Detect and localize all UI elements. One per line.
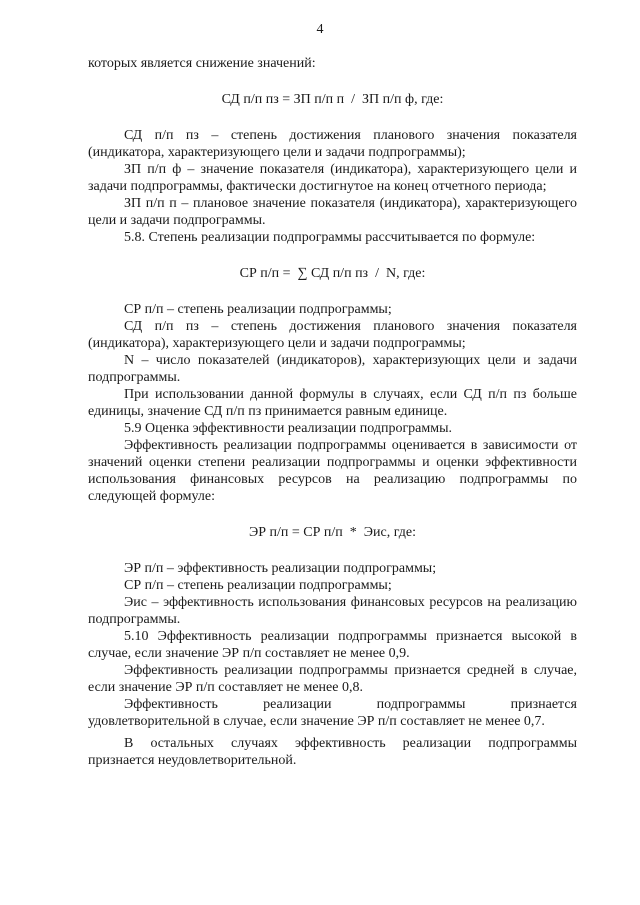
formula-sr: СР п/п = ∑ СД п/п пз / N, где: <box>239 266 426 281</box>
paragraph-satisfactory: Эффективность реализации подпрограммы признается удовлетворительной в случае, если значение ЭР п/п составляет не менее 0,7. <box>88 697 577 729</box>
intro-line: которых является снижение значений: <box>88 56 316 71</box>
definition-zp-plan: ЗП п/п п – плановое значение показателя (индикатора), характеризующего цели и задачи подпрограммы. <box>88 196 577 228</box>
paragraph-5-8: 5.8. Степень реализации подпрограммы рассчитывается по формуле: <box>124 230 536 245</box>
paragraph-5-10: 5.10 Эффективность реализации подпрограммы признается высокой в случае, если значение ЭР п/п составляет не менее 0,9. <box>88 629 577 661</box>
formula-sd: СД п/п пз = ЗП п/п п / ЗП п/п ф, где: <box>221 92 444 107</box>
paragraph-5-9: 5.9 Оценка эффективности реализации подпрограммы. <box>124 421 453 436</box>
paragraph-other: В остальных случаях эффективность реализации подпрограммы признается неудовлетворительной. <box>88 736 577 768</box>
definition-sr: СР п/п – степень реализации подпрограммы; <box>124 302 392 317</box>
page-number: 4 <box>316 22 324 37</box>
paragraph-usage: При использовании данной формулы в случаях, если СД п/п пз больше единицы, значение СД п/п пз принимается равным единице. <box>88 387 577 419</box>
formula-er: ЭР п/п = СР п/п * Эис, где: <box>248 525 416 540</box>
paragraph-efficiency: Эффективность реализации подпрограммы оценивается в зависимости от значений оценки степени реализации подпрограммы и оценки эффективности использования финансовых ресурсов на реализацию подпрограммы по следующей формуле: <box>88 438 577 504</box>
definition-er: ЭР п/п – эффективность реализации подпрограммы; <box>124 561 437 576</box>
definition-sr-2: СР п/п – степень реализации подпрограммы; <box>124 578 392 593</box>
definition-zp-fact: ЗП п/п ф – значение показателя (индикатора), характеризующего цели и задачи подпрограммы, фактически достигнутое на конец отчетного периода; <box>88 162 577 194</box>
definition-n: N – число показателей (индикаторов), характеризующих цели и задачи подпрограммы. <box>88 353 577 385</box>
document-body <box>88 55 577 769</box>
definition-sd-2: СД п/п пз – степень достижения планового значения показателя (индикатора), характеризующего цели и задачи подпрограммы; <box>88 319 577 351</box>
definition-sd: СД п/п пз – степень достижения планового значения показателя (индикатора, характеризующего цели и задачи подпрограммы); <box>88 128 577 160</box>
definition-eis: Эис – эффективность использования финансовых ресурсов на реализацию подпрограммы. <box>88 595 577 627</box>
paragraph-medium: Эффективность реализации подпрограммы признается средней в случае, если значение ЭР п/п составляет не менее 0,8. <box>88 663 577 695</box>
